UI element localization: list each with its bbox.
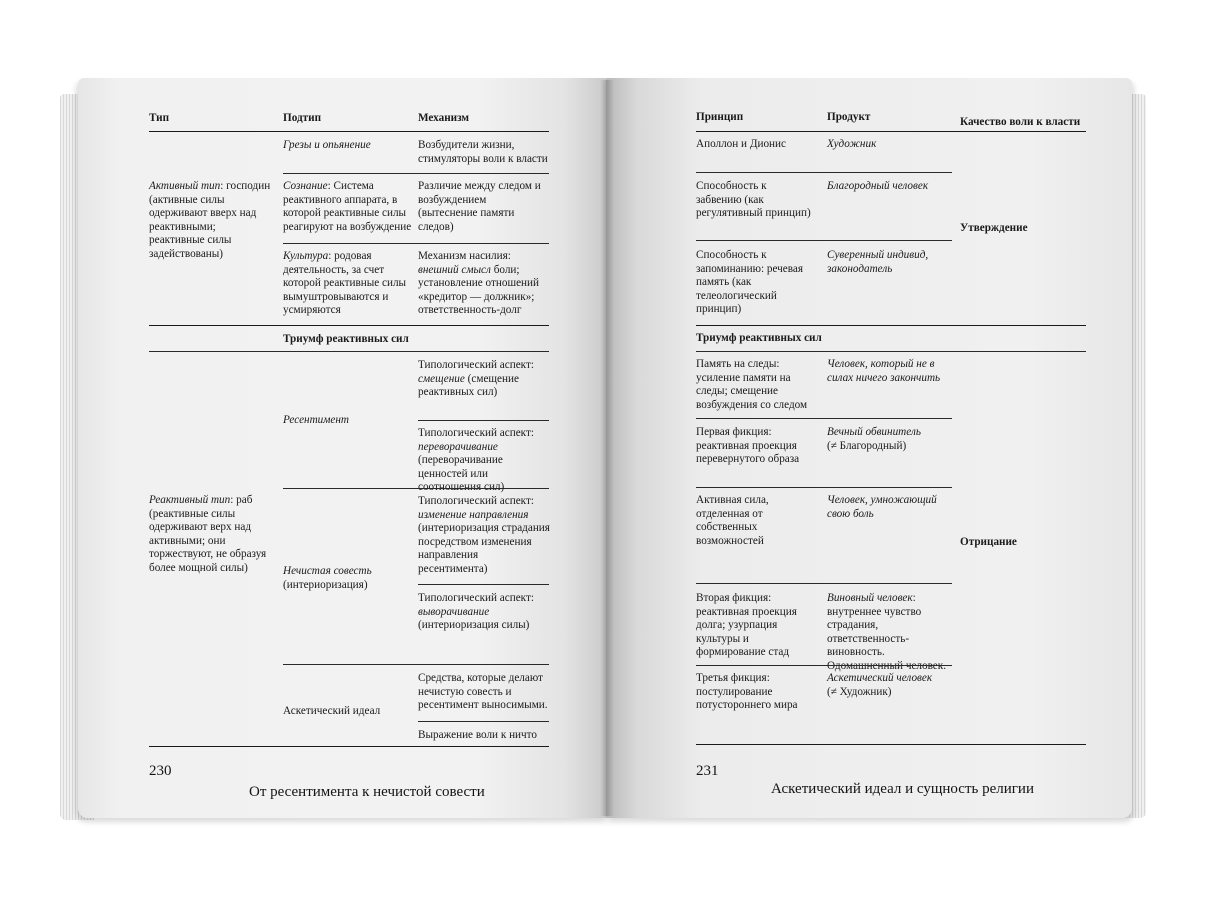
product-guilty: [827, 592, 952, 674]
row-rule: [696, 583, 952, 584]
triumph-heading-right: Триумф реактивных сил: [696, 332, 822, 344]
mechanism-displacement: [418, 359, 550, 400]
consciousness-label: Сознание: [283, 180, 328, 192]
principle-memory: Способность к запоминанию: речевая память (как телеологический принцип): [696, 249, 803, 316]
row-rule: [696, 172, 952, 173]
section-rule: [149, 325, 549, 326]
redirection-em: изменение направления: [418, 508, 529, 521]
section-rule: [696, 325, 1086, 326]
mechanism-reversal: [418, 427, 550, 495]
mechanism-will-to-nothing: Выражение воли к ничто: [418, 729, 538, 741]
row-rule: [283, 173, 549, 174]
reactive-type-label: Реактивный тип: [149, 494, 231, 506]
principle-third-fiction: Третья фикция: постулирование потустороннего мира: [696, 672, 798, 712]
principle-second-fiction: Вторая фикция: реактивная проекция долга; узурпация культуры и формирование стад: [696, 592, 797, 659]
triumph-heading-left: Триумф реактивных сил: [283, 333, 409, 345]
subtype-ascetic-ideal: Аскетический идеал: [283, 705, 381, 717]
header-subtype: Подтип: [283, 112, 322, 124]
bad-conscience-desc: (интериоризация): [283, 578, 368, 591]
row-rule: [283, 664, 549, 665]
mechanism-inversion: [418, 592, 550, 633]
header-mechanism: Механизм: [418, 112, 470, 124]
accuser-label: Вечный обвинитель: [827, 426, 921, 438]
violence-lead: Механизм насилия:: [418, 250, 511, 262]
product-pain-multiplier: Человек, умножающий свою боль: [827, 494, 937, 520]
reversal-lead: Типологический аспект:: [418, 427, 534, 439]
row-rule: [418, 584, 549, 585]
mechanism-trace: Различие между следом и возбуждением (вытеснение памяти следов): [418, 180, 541, 233]
violence-em: внешний смысл: [418, 263, 491, 276]
table-bottom-rule: [149, 746, 549, 747]
displacement-rest: (смещение реактивных сил): [418, 372, 519, 399]
principle-first-fiction: Первая фикция: реактивная проекция перевернутого образа: [696, 426, 800, 466]
header-principle: Принцип: [696, 111, 744, 123]
quality-negation: Отрицание: [960, 536, 1017, 548]
culture-desc: : родовая деятельность, за счет которой реактивные силы вымуштровываются и усмиряются: [283, 250, 407, 317]
row-rule: [283, 243, 549, 244]
section-rule: [149, 351, 549, 352]
header-quality: Качество воли к власти: [960, 116, 1081, 128]
row-rule: [418, 721, 549, 722]
quality-affirmation: Утверждение: [960, 222, 1028, 234]
inversion-rest: (интериоризация силы): [418, 619, 530, 632]
header-type: Тип: [149, 112, 170, 124]
violence-rest: боли; установление отношений «кредитор — должник»; ответственность-долг: [418, 263, 540, 317]
subtype-ressentiment: Ресентимент: [283, 414, 349, 426]
active-type-desc: : господин (активные силы одерживают вверх над реактивными; реактивные силы задействованы): [149, 180, 271, 260]
redirection-lead: Типологический аспект:: [418, 495, 534, 507]
principle-trace-memory: Память на следы: усиление памяти на следы; смещение возбуждения со следом: [696, 358, 808, 411]
bad-conscience-label: Нечистая совесть: [283, 565, 372, 577]
product-noble: Благородный человек: [827, 180, 929, 192]
inversion-em: выворачивание: [418, 605, 490, 618]
mechanism-stimulants: Возбудители жизни, стимуляторы воли к власти: [418, 139, 548, 165]
page-number-left: 230: [149, 763, 172, 779]
mechanism-redirection: [418, 495, 550, 577]
row-rule: [418, 420, 549, 421]
product-sovereign: Суверенный индивид, законодатель: [827, 249, 929, 275]
accuser-note: (≠ Благородный): [827, 439, 907, 452]
product-ascetic: [827, 672, 952, 699]
product-accuser: [827, 426, 952, 453]
principle-forgetting: Способность к забвению (как регулятивный принцип): [696, 180, 811, 220]
subtype-dreams: Грезы и опьянение: [283, 139, 371, 151]
displacement-lead: Типологический аспект:: [418, 359, 534, 371]
subtype-consciousness: [283, 180, 413, 234]
inversion-lead: Типологический аспект:: [418, 592, 534, 604]
culture-label: Культура: [283, 250, 329, 262]
row-rule: [696, 240, 952, 241]
reactive-type-desc: : раб (реактивные силы одерживают верх над активными; они торжествуют, не образуя более мощной силы): [149, 494, 267, 574]
mechanism-violence: [418, 250, 550, 318]
page-number-right: 231: [696, 763, 719, 779]
principle-separated-force: Активная сила, отделенная от собственных возможностей: [696, 494, 769, 547]
guilty-label: Виновный человек: [827, 592, 913, 604]
product-artist: Художник: [827, 138, 877, 150]
principle-apollo: Аполлон и Дионис: [696, 138, 786, 150]
running-title-left: От ресентимента к нечистой совести: [249, 784, 485, 800]
book-gutter: [600, 80, 614, 816]
reversal-rest: (переворачивание ценностей или соотношения сил): [418, 454, 505, 494]
ascetic-label: Аскетический человек: [827, 672, 933, 684]
active-type-cell: [149, 180, 271, 262]
consciousness-desc: : Система реактивного аппарата, в которой реактивные силы реагируют на возбуждение: [283, 180, 412, 233]
redirection-rest: (интериоризация страдания посредством изменения направления ресентимента): [418, 522, 550, 575]
active-type-label: Активный тип: [149, 180, 221, 192]
subtype-bad-conscience: [283, 565, 408, 592]
table-bottom-rule: [696, 744, 1086, 745]
row-rule: [696, 665, 952, 666]
subtype-culture: [283, 250, 408, 318]
reactive-type-cell: [149, 494, 271, 576]
product-unfinishing: Человек, который не в силах ничего закончить: [827, 358, 941, 384]
row-rule: [696, 418, 952, 419]
header-rule: [149, 131, 549, 132]
mechanism-means: Средства, которые делают нечистую совесть и ресентимент выносимыми.: [418, 672, 548, 712]
header-rule: [696, 131, 1086, 132]
section-rule: [696, 351, 1086, 352]
header-product: Продукт: [827, 111, 871, 123]
displacement-em: смещение: [418, 372, 465, 385]
running-title-right: Аскетический идеал и сущность религии: [771, 781, 1034, 797]
guilty-desc: : внутреннее чувство страдания, ответственность-виновность. Одомашненный человек.: [827, 592, 946, 672]
ascetic-note: (≠ Художник): [827, 685, 892, 698]
row-rule: [696, 487, 952, 488]
reversal-em: переворачивание: [418, 440, 498, 453]
row-rule: [283, 488, 549, 489]
